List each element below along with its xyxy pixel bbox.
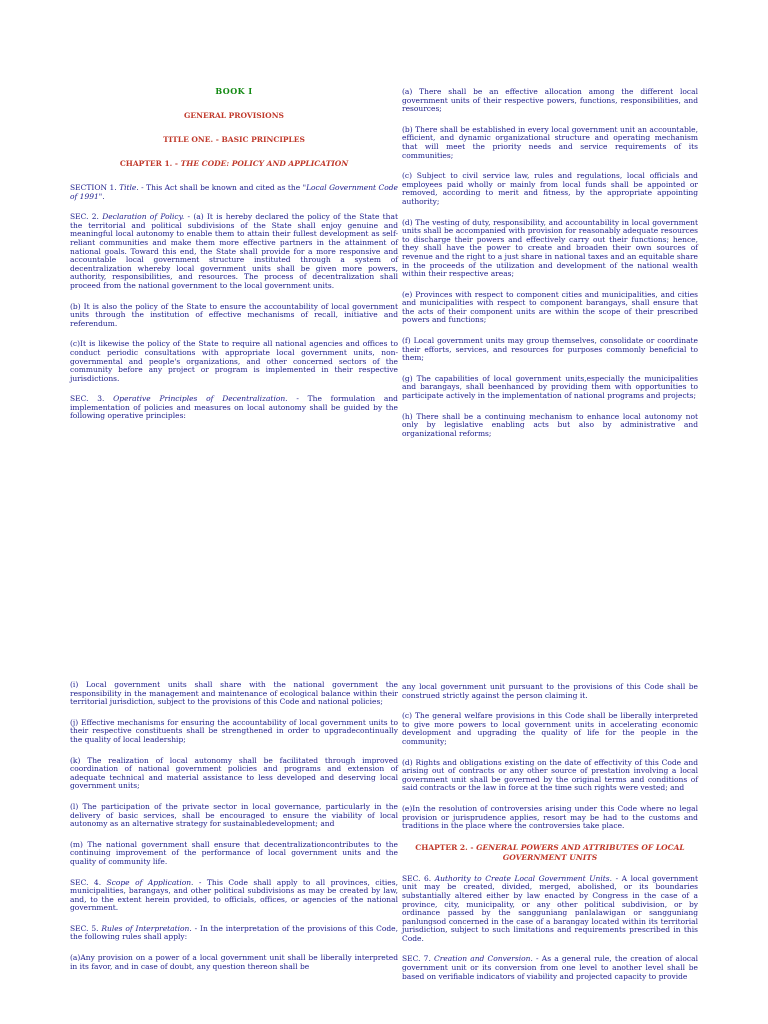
chapter1-title: THE CODE: POLICY AND APPLICATION	[180, 159, 349, 168]
section-5-title: Rules of Interpretation.	[101, 923, 192, 933]
section-6-lead: SEC. 6.	[402, 873, 432, 883]
principle-d: (d) The vesting of duty, responsibility, and accountability in local government units shall be accompanied with provision for reasonably adequate resources to discharge their powers and effectively carry out their functions; hence, they shall have the power to create and broaden their own sources of revenue and the right to a just share in national taxes and an equitable share in the proceeds of the utilization and development of the national wealth within their respective areas;	[402, 217, 698, 279]
rule-continuation: any local government unit pursuant to the provisions of this Code shall be construed strictly against the person claiming it.	[402, 682, 698, 700]
section-5-body: - In the interpretation of the provisions of this Code, the following rules shall apply:	[70, 923, 399, 942]
principle-b: (b) There shall be established in every local government unit an accountable, efficient, and dynamic organizational structure and operating mechanism that will meet the priority needs and service requirements of its communities;	[402, 124, 698, 160]
section-6-body: - A local government unit may be created, divided, merged, abolished, or its boundaries substantially altered either by law enacted by Congress in the case of a province, city, municipality, or any other political subdivision, or by ordinance passed by the sangguniang panlalawigan or sangguniang panlungsod concerned in the case of a barangay located within its territorial jurisdiction, subject to such limitations and requirements prescribed in this Code.	[402, 873, 698, 943]
section-3-body: - The formulation and implementation of policies and measures on local autonomy shall be guided by the following operative principles:	[70, 394, 398, 421]
principle-c: (c) Subject to civil service law, rules and regulations, local officials and employees paid wholly or mainly from local funds shall be appointed or removed, according to merit and fitness, by the appropriate appointing authority;	[402, 171, 698, 206]
section-3-title: Operative Principles of Decentralization.	[113, 394, 288, 404]
section-2-body: - (a) It is hereby declared the policy of the State that the territorial and political subdivisions of the State shall enjoy genuine and meaningful local autonomy to enable them to attain their fullest development as self-reliant communities and make them more effective partners in the attainment of national goals. Toward this end, the State shall provide for a more responsive and accountable local government structure instituted through a system of decentralization whereby local government units shall be given more powers, authority, responsibilities, and resources. The process of decentralization shall proceed from the national government to the local government units.	[70, 212, 398, 290]
section-4-lead: SEC. 4.	[70, 877, 102, 887]
chapter1-heading	[70, 159, 398, 168]
section-4-title: Scope of Application.	[106, 877, 194, 887]
section-2-title: Declaration of Policy.	[102, 212, 185, 222]
page1-left-column	[70, 86, 398, 433]
section-5-a: (a)Any provision on a power of a local government unit shall be liberally interpreted in its favor, and in case of doubt, any question thereon shall be	[70, 953, 398, 971]
section-1-code-name: Local Government Code of 1991	[70, 183, 398, 201]
section-2-b: (b) It is also the policy of the State to ensure the accountability of local government units through the institution of effective mechanisms of recall, initiative and referendum.	[70, 301, 398, 328]
section-2-c: (c)It is likewise the policy of the State to require all national agencies and offices to conduct periodic consultations with appropriate local government units, non-governmental and people's organizations, and other concerned sectors of the community before any project or program is implemented in their respective jurisdictions.	[70, 339, 398, 383]
principle-m: (m) The national government shall ensure that decentralizationcontributes to the continuing improvement of the performance of local government units and the quality of community life.	[70, 839, 398, 866]
principle-i: (i) Local government units shall share with the national government the responsibility in the management and maintenance of ecological balance within their territorial jurisdiction, subject to the provisions of this Code and national policies;	[70, 680, 398, 707]
section-3-lead: SEC. 3.	[70, 394, 105, 404]
section-6-title: Authority to Create Local Government Units.	[434, 873, 612, 883]
section-2	[70, 213, 398, 290]
chapter2-title: GENERAL POWERS AND ATTRIBUTES OF LOCAL GOVERNMENT UNITS	[476, 842, 685, 862]
section-7	[402, 955, 698, 981]
rule-e: (e)In the resolution of controversies arising under this Code where no legal provision or jurisprudence applies, resort may be had to the customs and traditions in the place where the controversies take place.	[402, 803, 698, 831]
rule-c: (c) The general welfare provisions in this Code shall be liberally interpreted to give more powers to local government units in accelerating economic development and upgrading the quality of life for the people in the community;	[402, 711, 698, 746]
chapter2-lead: CHAPTER 2. -	[415, 842, 474, 852]
section-4-body: - This Code shall apply to all provinces, cities, municipalities, barangays, and other political subdivisions as may be created by law, and, to the extent herein provided, to officials, offices, or agencies of the national government.	[70, 877, 398, 913]
section-3	[70, 395, 398, 421]
principle-j: (j) Effective mechanisms for ensuring the accountability of local government units to their respective constituents shall be strengthened in order to upgradecontinually the quality of local leadership;	[70, 717, 398, 744]
section-5	[70, 925, 398, 942]
chapter2-heading	[402, 843, 698, 863]
principle-f: (f) Local government units may group themselves, consolidate or coordinate their efforts, services, and resources for purposes commonly beneficial to them;	[402, 336, 698, 363]
page2-left-column	[70, 681, 398, 983]
section-1	[70, 184, 398, 201]
page1-right-column	[402, 88, 698, 450]
section-1-end: ".	[98, 191, 105, 201]
section-6	[402, 875, 698, 944]
section-7-body: - As a general rule, the creation of alocal government unit or its conversion from one level to another level shall be based on verifiable indicators of viability and projected capacity to provide	[402, 954, 699, 981]
section-1-body: - This Act shall be known and cited as the "	[138, 183, 307, 192]
title-one-heading: TITLE ONE. - BASIC PRINCIPLES	[163, 135, 305, 144]
principle-a: (a) There shall be an effective allocation among the different local government units of their respective powers, functions, responsibilities, and resources;	[402, 87, 698, 114]
principle-h: (h) There shall be a continuing mechanism to enhance local autonomy not only by legislative enabling acts but also by administrative and organizational reforms;	[402, 411, 698, 438]
section-2-lead: SEC. 2.	[70, 212, 99, 222]
principle-l: (l) The participation of the private sector in local governance, particularly in the delivery of basic services, shall be encouraged to ensure the viability of local autonomy as an alternative strategy for sustainabledevelopment; and	[70, 801, 398, 829]
book-heading: BOOK I	[215, 86, 253, 96]
general-provisions-heading: GENERAL PROVISIONS	[184, 111, 284, 120]
rule-d: (d) Rights and obligations existing on the date of effectivity of this Code and arising out of contracts or any other source of prestation involving a local government unit shall be governed by the original terms and conditions of said contracts or the law in force at the time such rights were vested; and	[402, 757, 698, 793]
section-4	[70, 879, 398, 913]
section-1-lead: SECTION 1.	[70, 183, 117, 192]
principle-k: (k) The realization of local autonomy shall be facilitated through improved coordination of national government policies and programs and extension of adequate technical and material assistance to less developed and deserving local government units;	[70, 755, 398, 791]
chapter1-lead: CHAPTER 1. -	[119, 159, 179, 168]
section-7-title: Creation and Conversion.	[434, 954, 533, 964]
principle-g: (g) The capabilities of local government units,especially the municipalities and barangays, shall beenhanced by providing them with opportunities to participate actively in the implementation of national programs and projects;	[402, 373, 698, 401]
section-1-title: Title.	[119, 183, 139, 192]
principle-e: (e) Provinces with respect to component cities and municipalities, and cities and municipalities with respect to component barangays, shall ensure that the acts of their component units are within the scope of their prescribed powers and functions;	[402, 289, 698, 325]
section-7-lead: SEC. 7.	[402, 954, 431, 964]
section-5-lead: SEC. 5.	[70, 923, 99, 933]
page2-right-column	[402, 683, 698, 993]
